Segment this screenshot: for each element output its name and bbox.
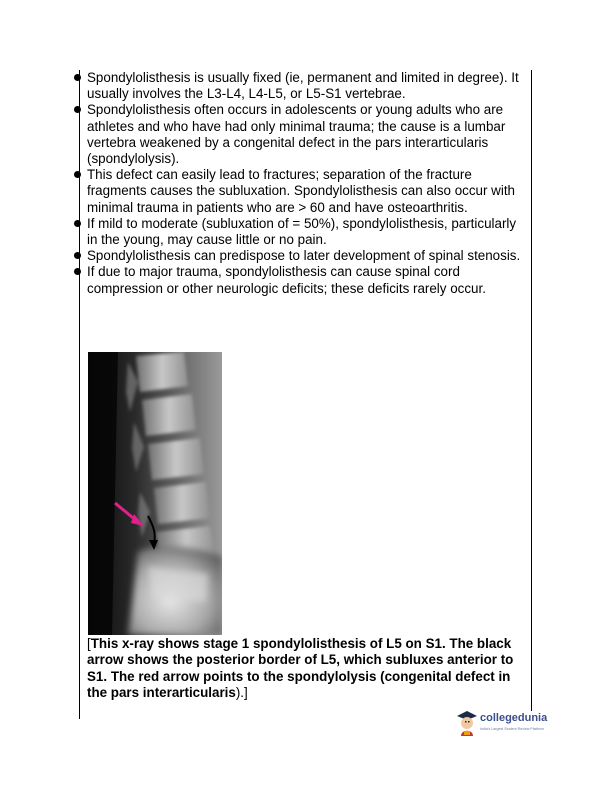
document-body (87, 70, 529, 297)
xray-image (88, 352, 222, 635)
caption-open-bracket: [ (87, 636, 91, 651)
caption-close: ).] (235, 685, 248, 701)
bullet-item (87, 248, 529, 264)
bullet-item (87, 102, 529, 167)
bullet-text: This defect can easily lead to fractures; separation of the fracture fragments causes the subluxation. Spondylolisthesis can also occur with minimal trauma in patients who are > 60 and have osteoarthritis. (87, 167, 515, 215)
bullet-item (87, 70, 529, 102)
right-rule-line (531, 70, 532, 711)
bullet-list (87, 70, 529, 297)
figure-caption (87, 636, 527, 702)
bullet-dot-icon (74, 220, 81, 227)
logo-tagline: India's Largest Student Review Platform (480, 727, 544, 731)
bullet-text: If due to major trauma, spondylolisthesis can cause spinal cord compression or other neurologic deficits; these deficits rarely occur. (87, 264, 486, 296)
bullet-text: Spondylolisthesis often occurs in adolescents or young adults who are athletes and who have had only minimal trauma; the cause is a lumbar vertebra weakened by a congenital defect in the pars interarticularis (spondylolysis). (87, 102, 506, 167)
bullet-item (87, 167, 529, 216)
bullet-dot-icon (74, 74, 81, 81)
caption-bold-text: This x-ray shows stage 1 spondylolisthesis of L5 on S1. The black arrow shows the posterior border of L5, which subluxes anterior to S1. The red arrow points to the spondylolysis (congenital defect in the pars interarticularis (87, 636, 514, 701)
bullet-item (87, 216, 529, 248)
bullet-text: Spondylolisthesis can predispose to later development of spinal stenosis. (87, 248, 521, 264)
bullet-text: Spondylolisthesis is usually fixed (ie, permanent and limited in degree). It usually involves the L3-L4, L4-L5, or L5-S1 vertebrae. (87, 70, 519, 102)
bullet-item (87, 264, 529, 296)
logo-wordmark: collegedunia (480, 712, 548, 724)
left-rule-line (79, 70, 80, 719)
collegedunia-logo (456, 708, 606, 742)
bullet-text: If mild to moderate (subluxation of = 50%), spondylolisthesis, particularly in the young, may cause little or no pain. (87, 215, 517, 248)
graduate-mascot-icon (456, 710, 478, 736)
